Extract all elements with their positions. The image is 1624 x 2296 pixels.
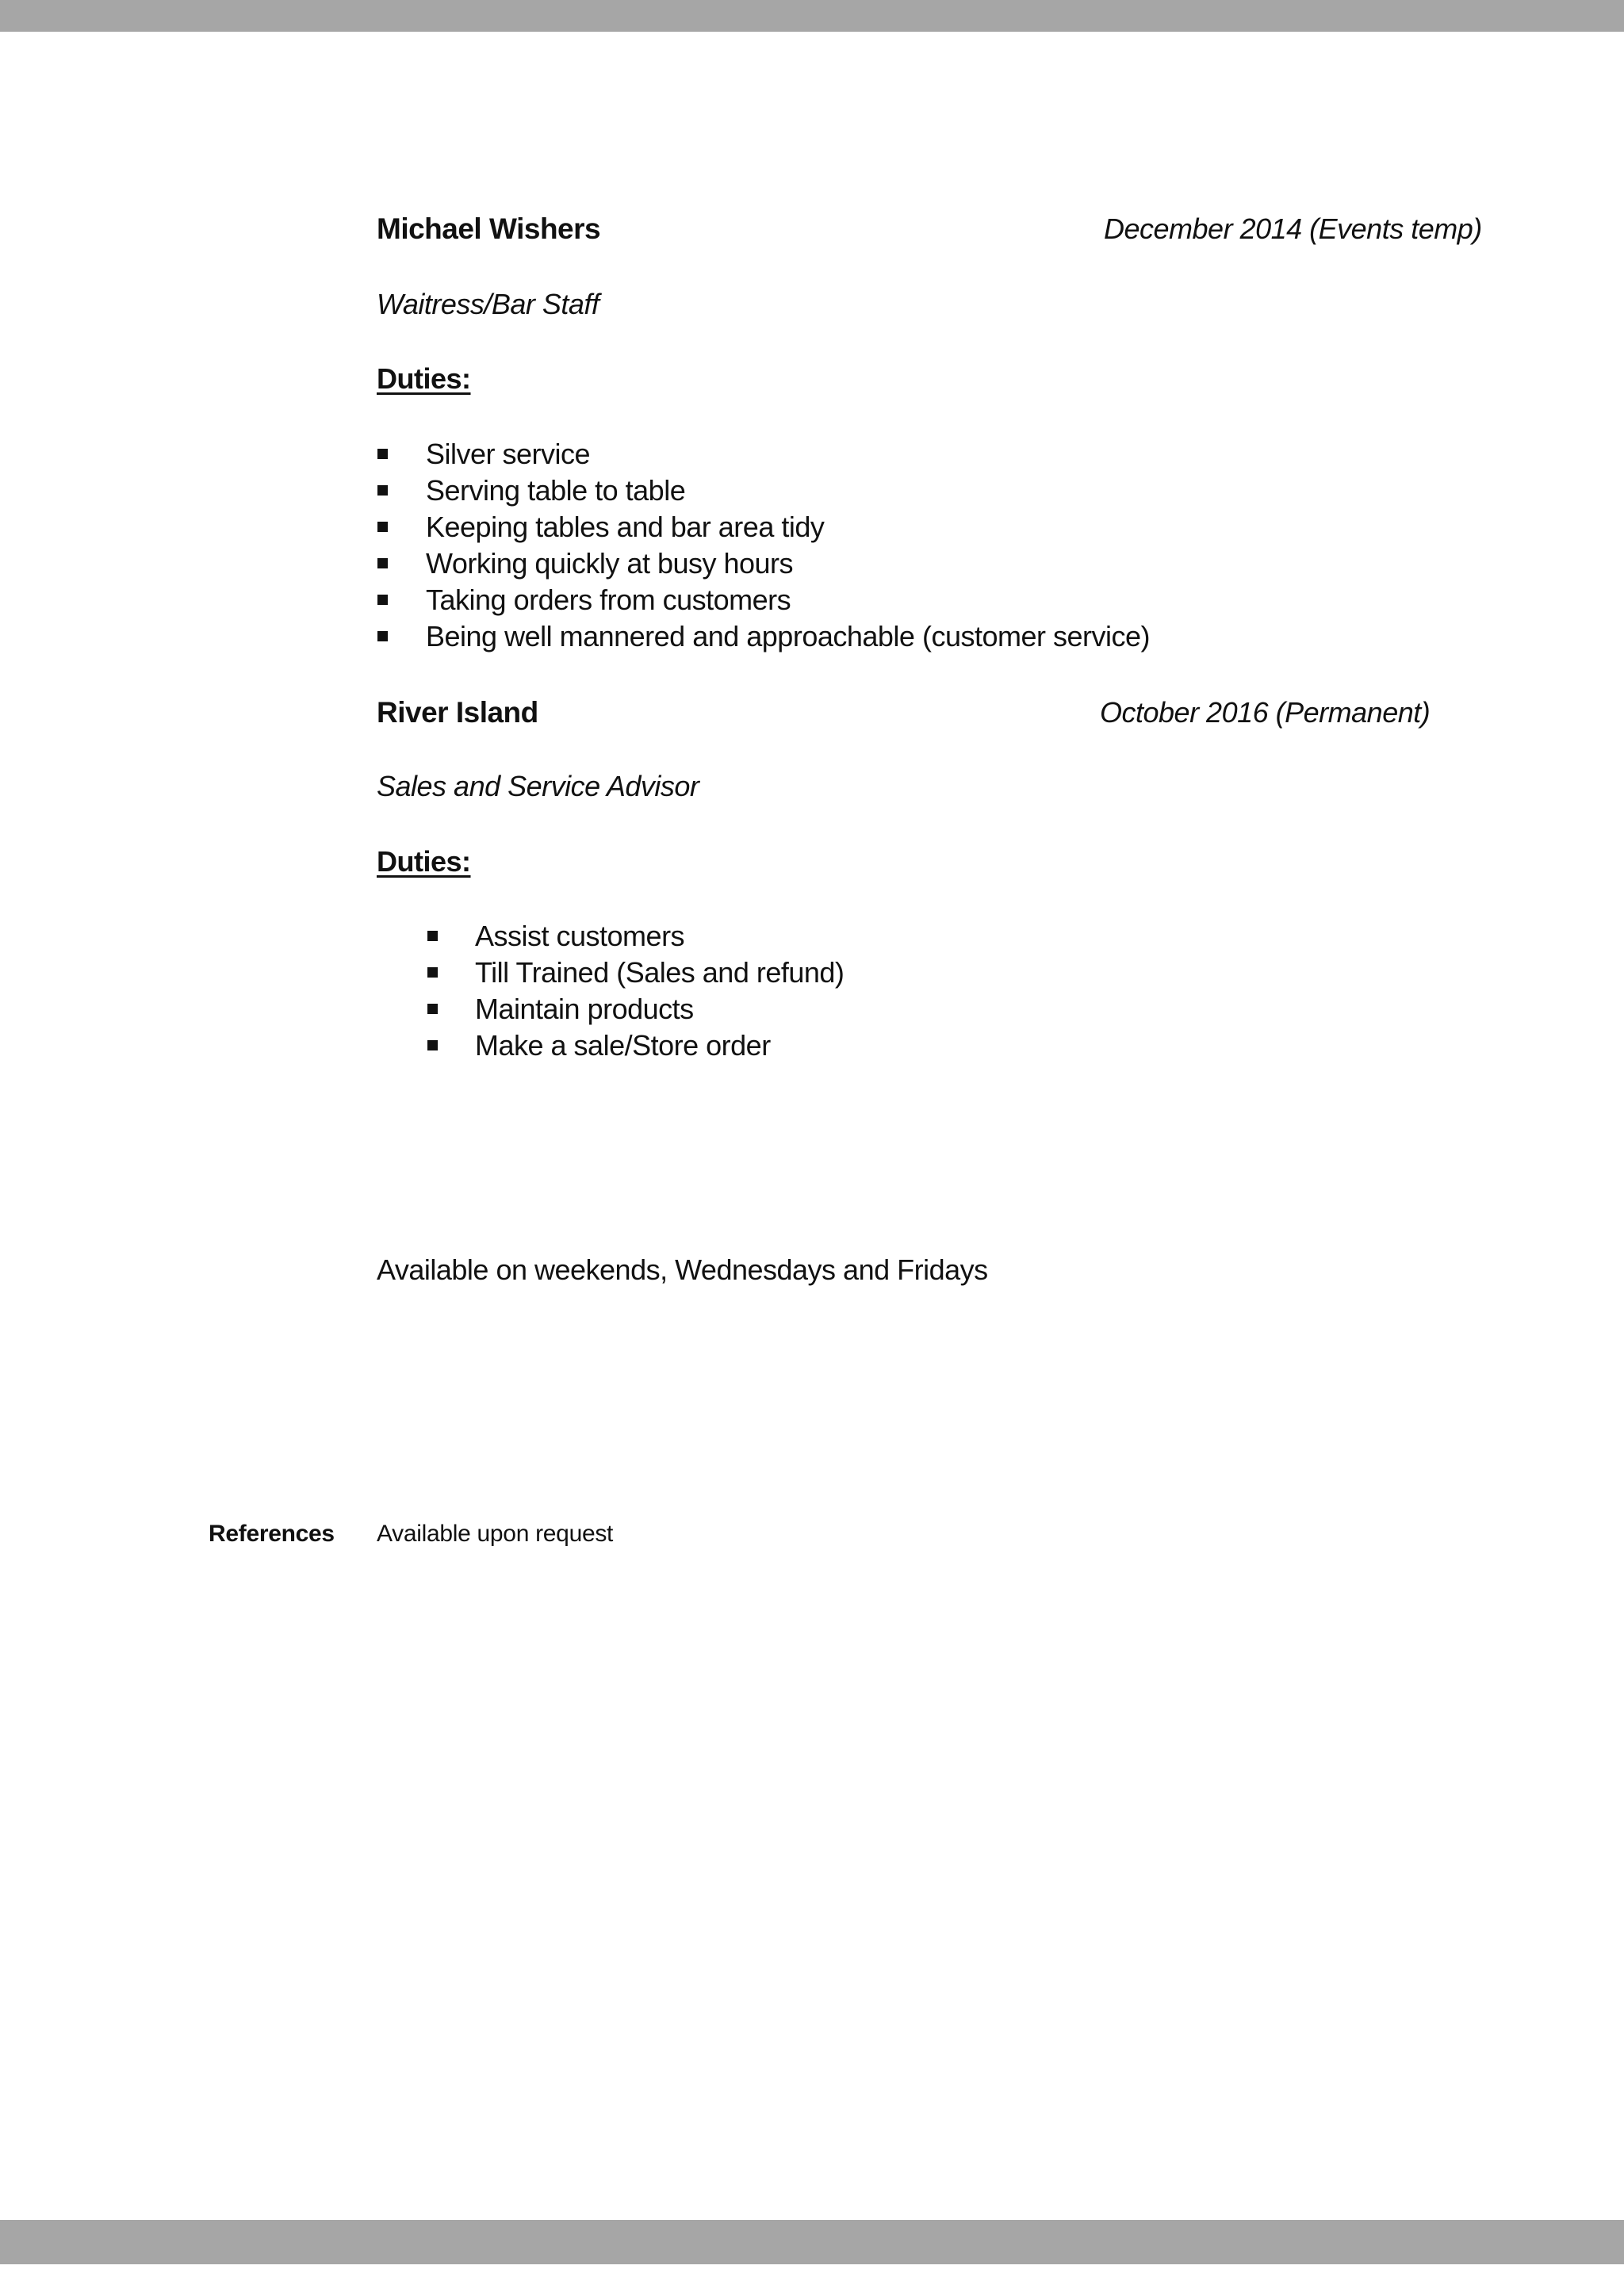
job-2-duties-label: Duties: bbox=[377, 845, 471, 878]
duty-text: Working quickly at busy hours bbox=[426, 547, 794, 580]
job-1-employer: Michael Wishers bbox=[377, 212, 601, 245]
job-2-role: Sales and Service Advisor bbox=[377, 770, 699, 802]
duty-text: Maintain products bbox=[475, 993, 694, 1025]
references-value: Available upon request bbox=[377, 1521, 614, 1547]
duty-text: Make a sale/Store order bbox=[475, 1029, 771, 1062]
bullet-icon bbox=[427, 1040, 438, 1050]
bullet-icon bbox=[377, 522, 388, 532]
job-2-period: October 2016 (Permanent) bbox=[1100, 696, 1431, 729]
top-border-bar bbox=[0, 0, 1624, 32]
availability-text: Available on weekends, Wednesdays and Fridays bbox=[377, 1253, 988, 1286]
duty-text: Serving table to table bbox=[426, 474, 686, 507]
bullet-icon bbox=[377, 485, 388, 496]
duty-text: Keeping tables and bar area tidy bbox=[426, 511, 825, 543]
references-label: References bbox=[209, 1521, 335, 1547]
bullet-icon bbox=[427, 967, 438, 978]
job-1-period: December 2014 (Events temp) bbox=[1104, 212, 1482, 245]
duty-text: Assist customers bbox=[475, 920, 685, 952]
job-1-role: Waitress/Bar Staff bbox=[377, 288, 599, 320]
bullet-icon bbox=[377, 595, 388, 605]
duty-text: Till Trained (Sales and refund) bbox=[475, 956, 845, 989]
job-2-employer: River Island bbox=[377, 696, 538, 729]
duty-text: Silver service bbox=[426, 438, 591, 470]
bottom-border-bar bbox=[0, 2220, 1624, 2264]
bullet-icon bbox=[377, 558, 388, 568]
bullet-icon bbox=[427, 1004, 438, 1014]
job-1-duties-label: Duties: bbox=[377, 362, 471, 395]
bullet-icon bbox=[377, 631, 388, 641]
bullet-icon bbox=[427, 931, 438, 941]
duty-text: Being well mannered and approachable (customer service) bbox=[426, 620, 1150, 652]
duty-text: Taking orders from customers bbox=[426, 584, 791, 616]
bullet-icon bbox=[377, 449, 388, 459]
